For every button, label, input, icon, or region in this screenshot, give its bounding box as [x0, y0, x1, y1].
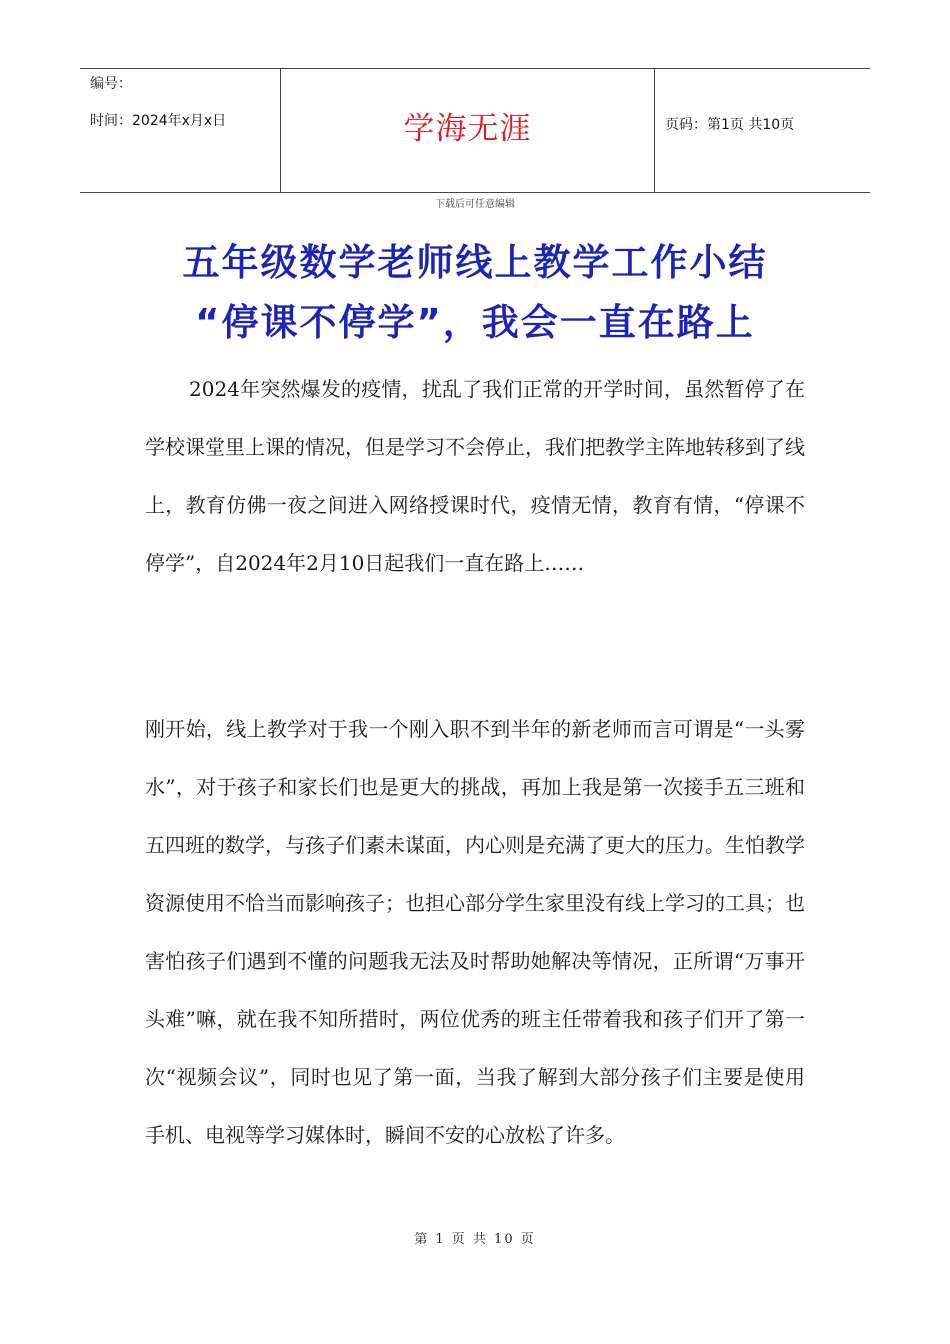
body-paragraph-1: 2024年突然爆发的疫情，扰乱了我们正常的开学时间，虽然暂停了在学校课堂里上课的情况，但是学习不会停止，我们把教学主阵地转移到了线上，教育仿佛一夜之间进入网络授课时代，疫情无情，教育有情，“停课不停学”，自2024年2月10日起我们一直在路上……: [145, 377, 805, 575]
document-header-table: [80, 68, 870, 193]
brand-title: 学海无涯: [403, 111, 532, 147]
document-title-line-2: “停课不停学”，我会一直在路上: [195, 301, 755, 344]
header-brand-cell: [281, 69, 655, 192]
header-meta-cell: [80, 69, 281, 192]
date-label: 时间：2024年x月x日: [90, 113, 227, 129]
serial-number-label: 编号：: [90, 76, 132, 92]
body-paragraph-2: 刚开始，线上教学对于我一个刚入职不到半年的新老师而言可谓是“一头雾水”，对于孩子和家长们也是更大的挑战，再加上我是第一次接手五三班和五四班的数学，与孩子们素未谋面，内心则是充满了更大的压力。生怕教学资源使用不恰当而影响孩子；也担心部分学生家里没有线上学习的工具；也害怕孩子们遇到不懂的问题我无法及时帮助她解决等情况，正所谓“万事开头难”嘛，就在我不知所措时，两位优秀的班主任带着我和孩子们开了第一次“视频会议”，同时也见了第一面，当我了解到大部分孩子们主要是使用手机、电视等学习媒体时，瞬间不安的心放松了许多。: [145, 717, 805, 1147]
document-title-line-1: 五年级数学老师线上教学工作小结: [182, 241, 768, 284]
page-code-label: 页码：第1页 共10页: [665, 117, 795, 133]
page-footer: 第 1 页 共 10 页: [414, 1232, 536, 1247]
download-note: 下载后可任意编辑: [435, 199, 515, 210]
header-page-cell: [655, 69, 870, 192]
